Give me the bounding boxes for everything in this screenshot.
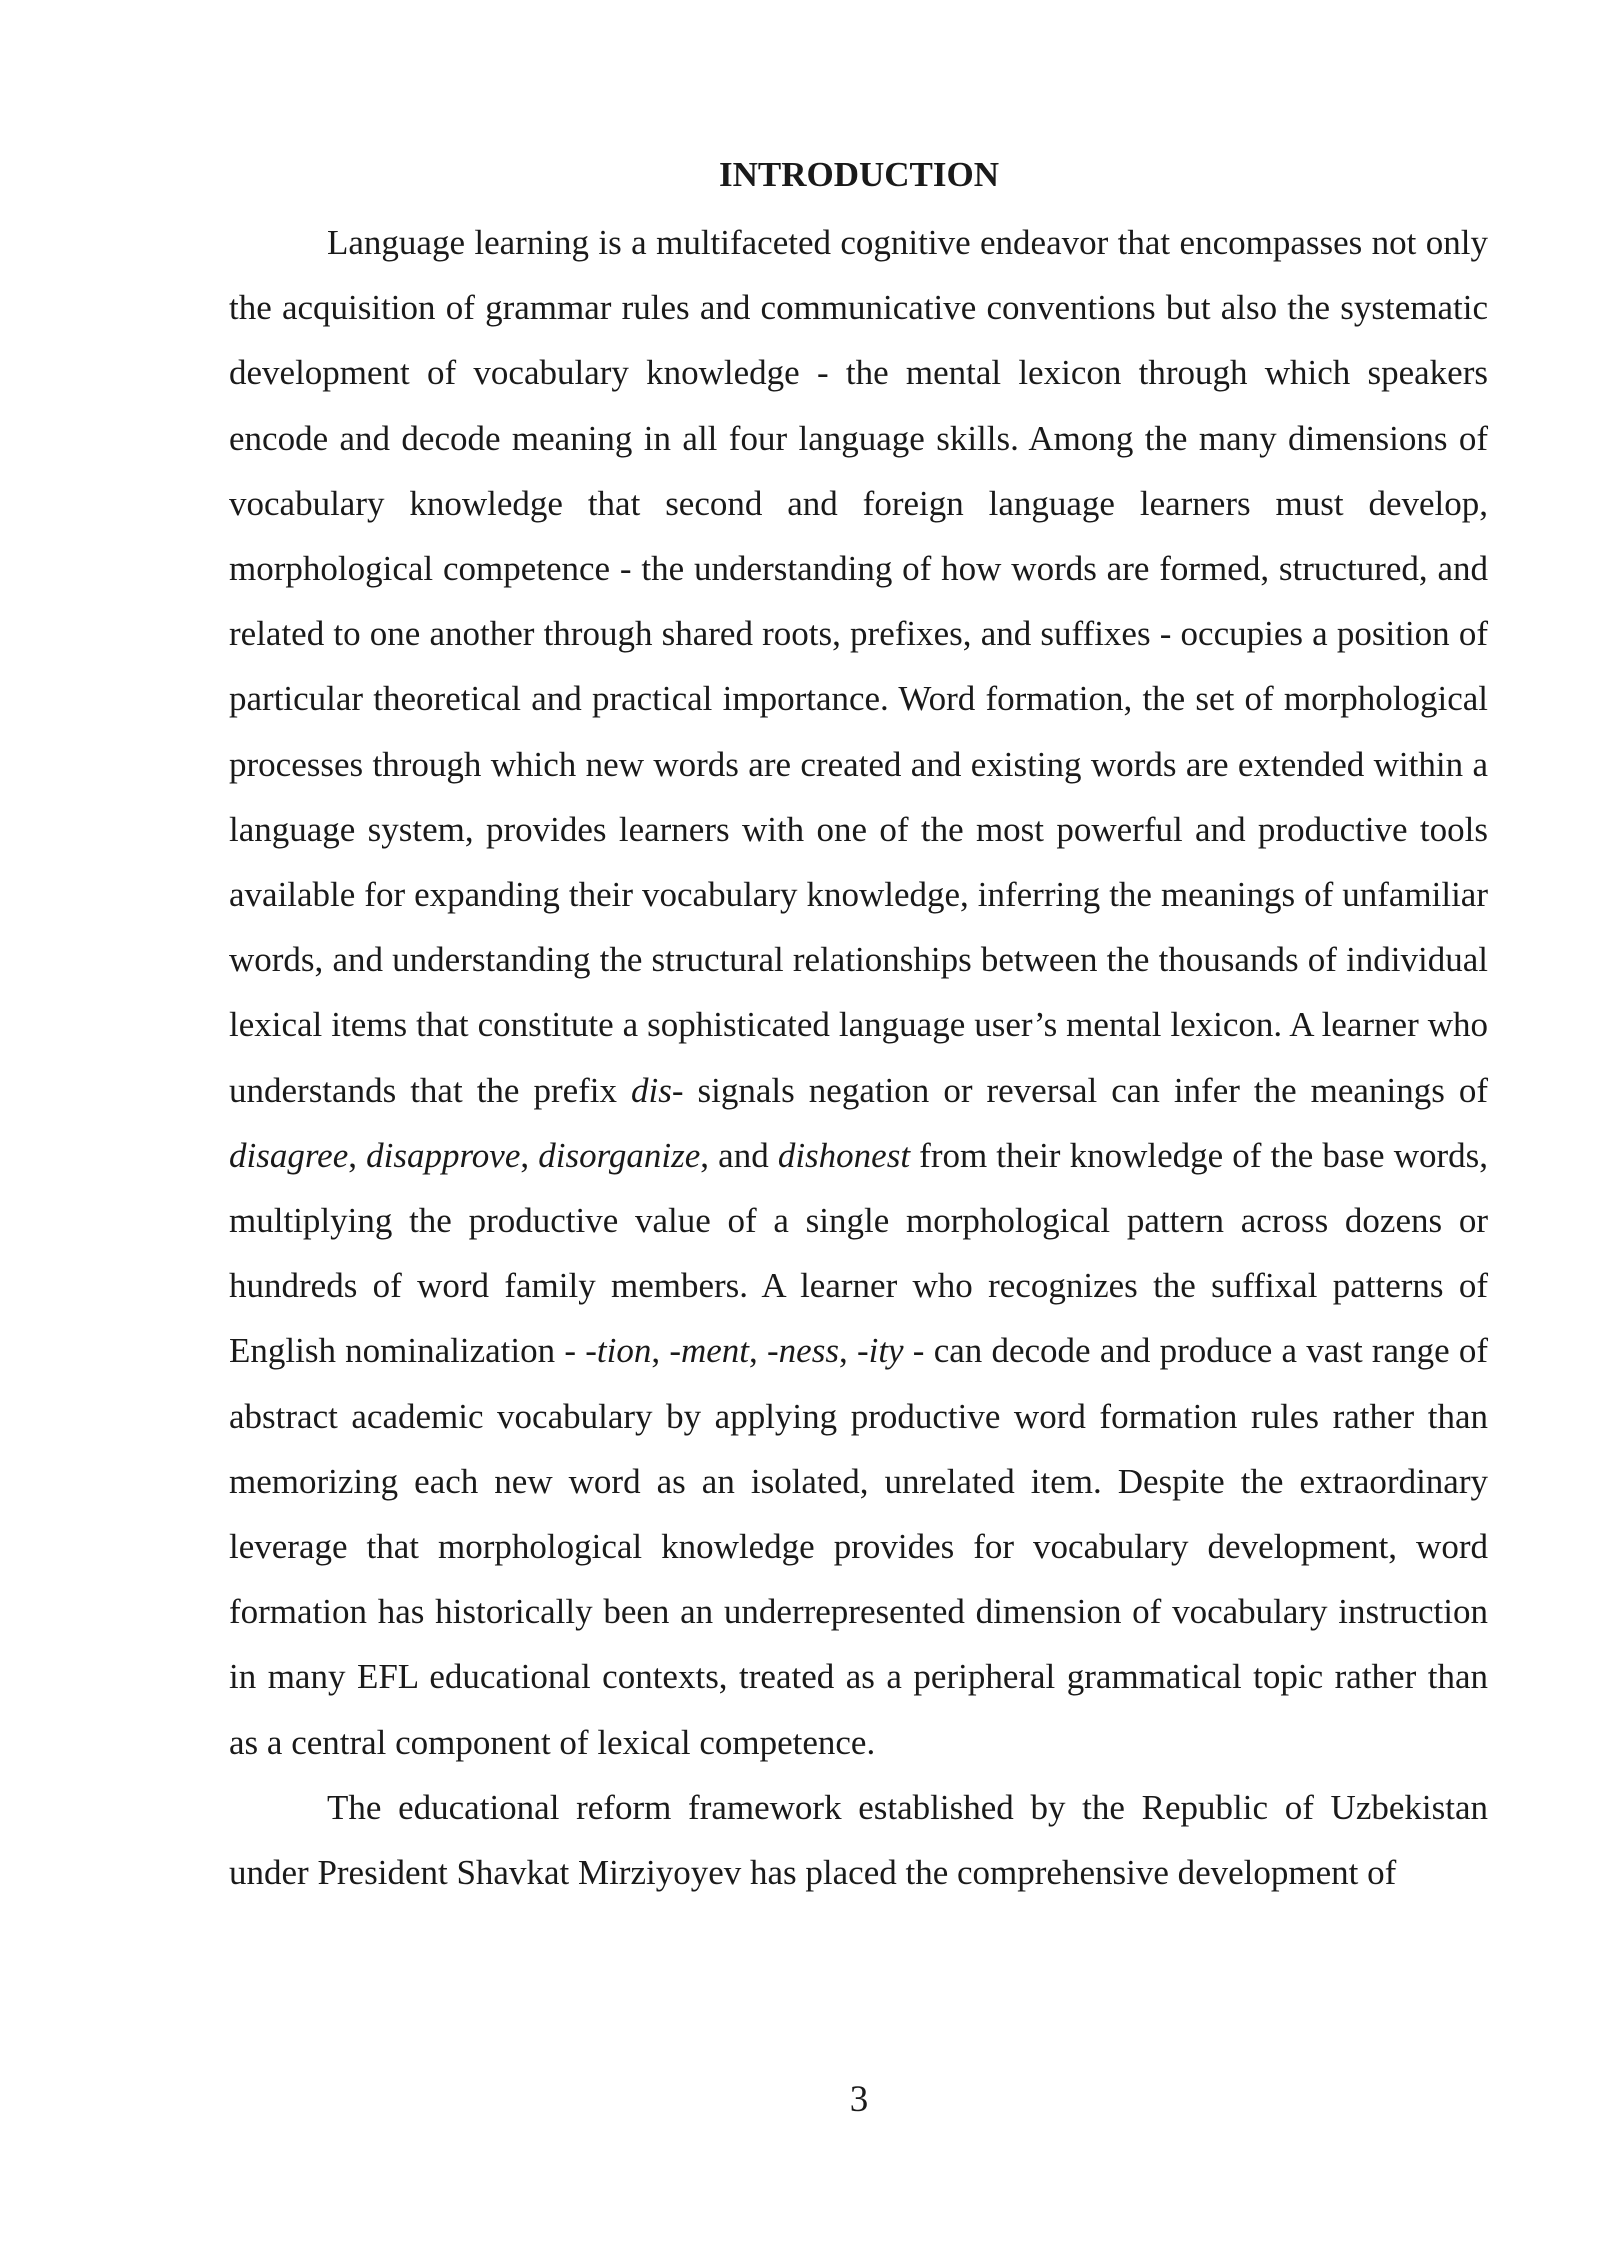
italic-term: disorganize <box>538 1135 701 1175</box>
paragraph-1 <box>229 210 1488 1775</box>
body-text <box>229 210 1488 1905</box>
text-run: , <box>348 1135 367 1175</box>
section-heading: INTRODUCTION <box>718 155 1000 194</box>
text-run: Language learning is a multifaceted cognitive endeavor that encompasses not only the acquisition of grammar rules and communicative conventions but also the systematic development of vocabulary knowledge - the mental lexicon through which speakers encode and decode meaning in all four language skills. Among the many dimensions of vocabulary knowledge that second and foreign language learners must develop, morphological competence - the understanding of how words are formed, structured, and related to one another through shared roots, prefixes, and suffixes - occupies a position of particular theoretical and practical importance. Word formation, the set of morphological processes through which new words are created and existing words are extended within a language system, provides learners with one of the most powerful and productive tools available for expanding their vocabulary knowledge, inferring the meanings of unfamiliar words, and understanding the structural relationships between the thousands of individual lexical items that constitute a sophisticated language user’s mental lexicon. A learner who understands that the prefix <box>229 223 1488 1110</box>
text-run: , <box>838 1331 857 1371</box>
italic-term: dishonest <box>777 1135 911 1175</box>
text-run: - can decode and produce a vast range of abstract academic vocabulary by applying productive word formation rules rather than memorizing each new word as an isolated, unrelated item. Despite the extraordinary leverage that morphological knowledge provides for vocabulary development, word formation has historically been an underrepresented dimension of vocabulary instruction in many EFL educational contexts, treated as a peripheral grammatical topic rather than as a central component of lexical competence. <box>229 1331 1489 1762</box>
text-run: signals negation or reversal can infer the meanings of <box>683 1070 1488 1110</box>
text-run: , <box>749 1331 768 1371</box>
text-run: The educational reform framework established by the Republic of Uzbekistan under President Shavkat Mirziyoyev has placed the comprehensive development of <box>229 1787 1488 1893</box>
text-run: , <box>651 1331 670 1371</box>
italic-term: -tion <box>585 1331 652 1371</box>
italic-term: -ity <box>856 1331 904 1371</box>
italic-term: disapprove <box>366 1135 521 1175</box>
italic-term: -ment <box>669 1331 750 1371</box>
italic-term: disagree <box>229 1135 349 1175</box>
text-run: from their knowledge of the base words, multiplying the productive value of a single morphological pattern across dozens or hundreds of word family members. A learner who recognizes the suffixal patterns of English nominalization - <box>229 1135 1489 1371</box>
italic-term: -ness <box>767 1331 839 1371</box>
italic-term: dis- <box>631 1070 684 1110</box>
text-run: , and <box>700 1135 778 1175</box>
page-number: 3 <box>849 2079 869 2120</box>
paragraph-2 <box>229 1775 1488 1905</box>
text-run: , <box>520 1135 539 1175</box>
